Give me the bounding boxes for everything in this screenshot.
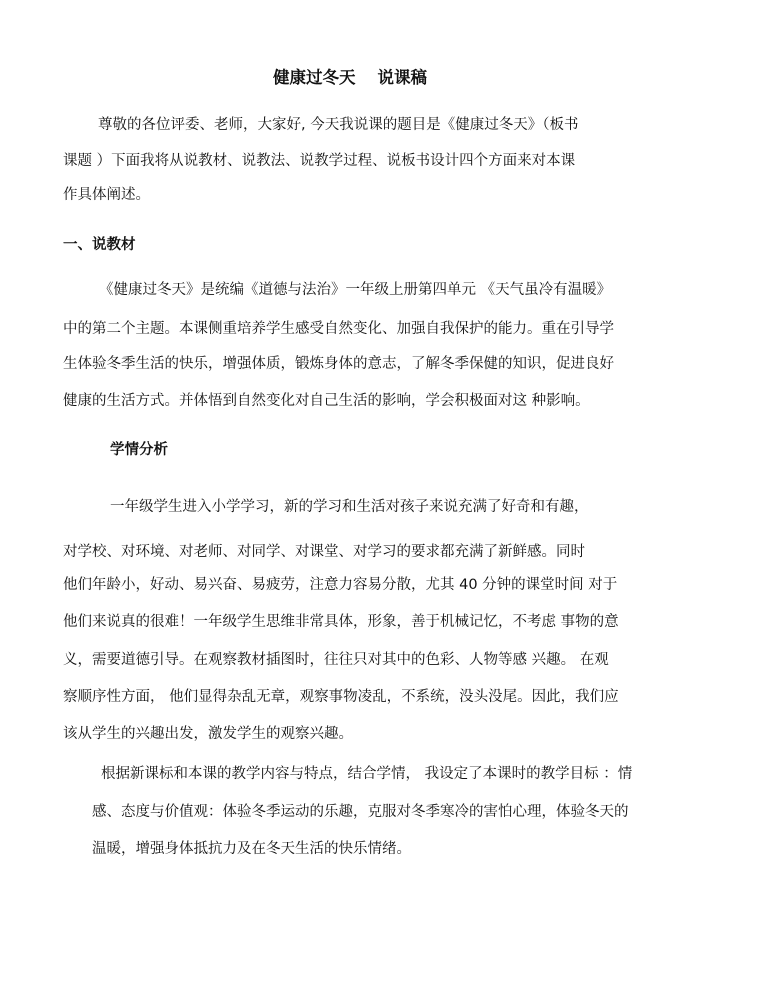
paragraph-line: 《健康过冬天》是统编《道德与法治》一年级上册第四单元 《天气虽冷有温暖》 bbox=[99, 282, 612, 298]
page-title bbox=[273, 64, 427, 88]
paragraph-line: 中的第二个主题。本课侧重培养学生感受自然变化、加强自我保护的能力。重在引导学 bbox=[63, 321, 614, 337]
section-heading-textbook: 一、说教材 bbox=[63, 237, 136, 253]
paragraph-line: 感、态度与价值观：体验冬季运动的乐趣，克服对冬季寒冷的害怕心理，体验冬天的 bbox=[92, 804, 629, 820]
paragraph-line: 一年级学生进入小学学习，新的学习和生活对孩子来说充满了好奇和有趣， bbox=[110, 499, 589, 515]
paragraph-line: 温暖，增强身体抵抗力及在冬天生活的快乐情绪。 bbox=[92, 841, 411, 857]
paragraph-line: 健康的生活方式。并体悟到自然变化对自己生活的影响，学会积极面对这 种影响。 bbox=[63, 393, 590, 409]
paragraph-line: 生体验冬季生活的快乐，增强体质，锻炼身体的意志，了解冬季保健的知识，促进良好 bbox=[63, 356, 614, 372]
title-sub: 说课稿 bbox=[377, 68, 427, 87]
paragraph-line: 察顺序性方面， 他们显得杂乱无章，观察事物凌乱，不系统，没头没尾。因此，我们应 bbox=[63, 689, 619, 705]
intro-line: 作具体阐述。 bbox=[63, 187, 150, 203]
section-heading-analysis: 学情分析 bbox=[110, 442, 168, 458]
paragraph-line: 该从学生的兴趣出发，激发学生的观察兴趣。 bbox=[63, 726, 353, 742]
paragraph-line: 他们年龄小，好动、易兴奋、易疲劳，注意力容易分散，尤其 40 分钟的课堂时间 对于 bbox=[63, 577, 618, 593]
intro-line: 课题 ）下面我将从说教材、说教法、说教学过程、说板书设计四个方面来对本课 bbox=[63, 153, 576, 169]
paragraph-line: 义，需要道德引导。在观察教材插图时，往往只对其中的色彩、人物等感 兴趣。 在观 bbox=[63, 652, 609, 668]
intro-line: 尊敬的各位评委、老师，大家好, 今天我说课的题目是《健康过冬天》（板书 bbox=[98, 117, 579, 133]
paragraph-line: 对学校、对环境、对老师、对同学、对课堂、对学习的要求都充满了新鲜感。同时 bbox=[63, 544, 585, 560]
paragraph-line: 根据新课标和本课的教学内容与特点，结合学情， 我设定了本课时的教学目标 ：情 bbox=[101, 766, 633, 782]
title-main: 健康过冬天 bbox=[273, 68, 356, 87]
paragraph-line: 他们来说真的很难！一年级学生思维非常具体，形象，善于机械记忆，不考虑 事物的意 bbox=[63, 614, 619, 630]
